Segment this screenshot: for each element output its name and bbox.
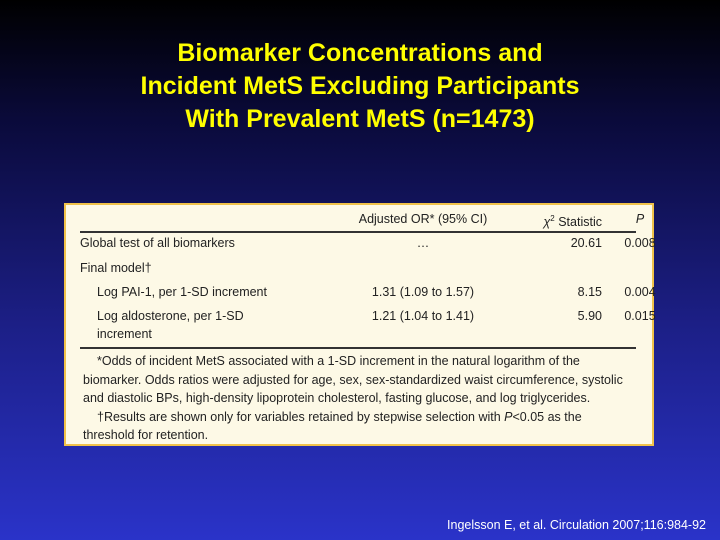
row-p: 0.004 bbox=[624, 285, 656, 299]
table-row bbox=[80, 283, 656, 301]
header-chi bbox=[500, 211, 602, 230]
table-row bbox=[80, 259, 636, 277]
title-line-3: With Prevalent MetS (n=1473) bbox=[185, 105, 535, 133]
table-panel bbox=[64, 203, 654, 446]
title-line-2: Incident MetS Excluding Participants bbox=[140, 72, 580, 100]
footnotes bbox=[83, 352, 636, 445]
footnote-2-p: P bbox=[504, 409, 513, 424]
row-label: Log aldosterone, per 1-SD bbox=[97, 309, 244, 323]
table-header bbox=[80, 209, 645, 233]
row-or: 1.31 (1.09 to 1.57) bbox=[371, 285, 475, 299]
header-p-label: P bbox=[635, 212, 645, 226]
row-label: Final model† bbox=[80, 261, 152, 275]
title-line-1: Biomarker Concentrations and bbox=[177, 39, 543, 67]
slide-title bbox=[0, 37, 720, 136]
footnote-2-b: <0.05 as the threshold for retention. bbox=[83, 409, 582, 442]
header-p bbox=[600, 211, 680, 227]
row-chi: 5.90 bbox=[577, 309, 602, 323]
row-label: Log PAI-1, per 1-SD increment bbox=[97, 285, 267, 299]
citation: Ingelsson E, et al. Circulation 2007;116:984-92 bbox=[447, 518, 706, 532]
row-label: Global test of all biomarkers bbox=[80, 236, 235, 250]
row-label-cont: increment bbox=[97, 327, 152, 341]
table-row bbox=[80, 234, 656, 252]
row-p: 0.008 bbox=[624, 236, 656, 250]
chi-rest: Statistic bbox=[554, 215, 602, 230]
table-bottom-rule bbox=[80, 347, 636, 349]
row-or: 1.21 (1.04 to 1.41) bbox=[371, 309, 475, 323]
row-p: 0.015 bbox=[624, 309, 656, 323]
header-or: Adjusted OR* (95% CI) bbox=[358, 212, 488, 226]
row-or: … bbox=[416, 236, 430, 250]
footnote-1: *Odds of incident MetS associated with a 1-SD increment in the natural logarithm of the biomarker. Odds ratios were adjusted for age, sex, sex-standardized waist circumference, systolic and diastolic BPs, high-density lipoprotein cholesterol, fasting glucose, and log triglycerides. bbox=[83, 354, 623, 405]
chi-symbol: χ bbox=[543, 215, 551, 230]
footnote-2-a: †Results are shown only for variables retained by stepwise selection with bbox=[97, 409, 505, 424]
table-row bbox=[80, 307, 656, 345]
row-chi: 20.61 bbox=[570, 236, 602, 250]
chi-sup: 2 bbox=[550, 214, 555, 223]
row-chi: 8.15 bbox=[577, 285, 602, 299]
footnote-2 bbox=[83, 408, 636, 445]
